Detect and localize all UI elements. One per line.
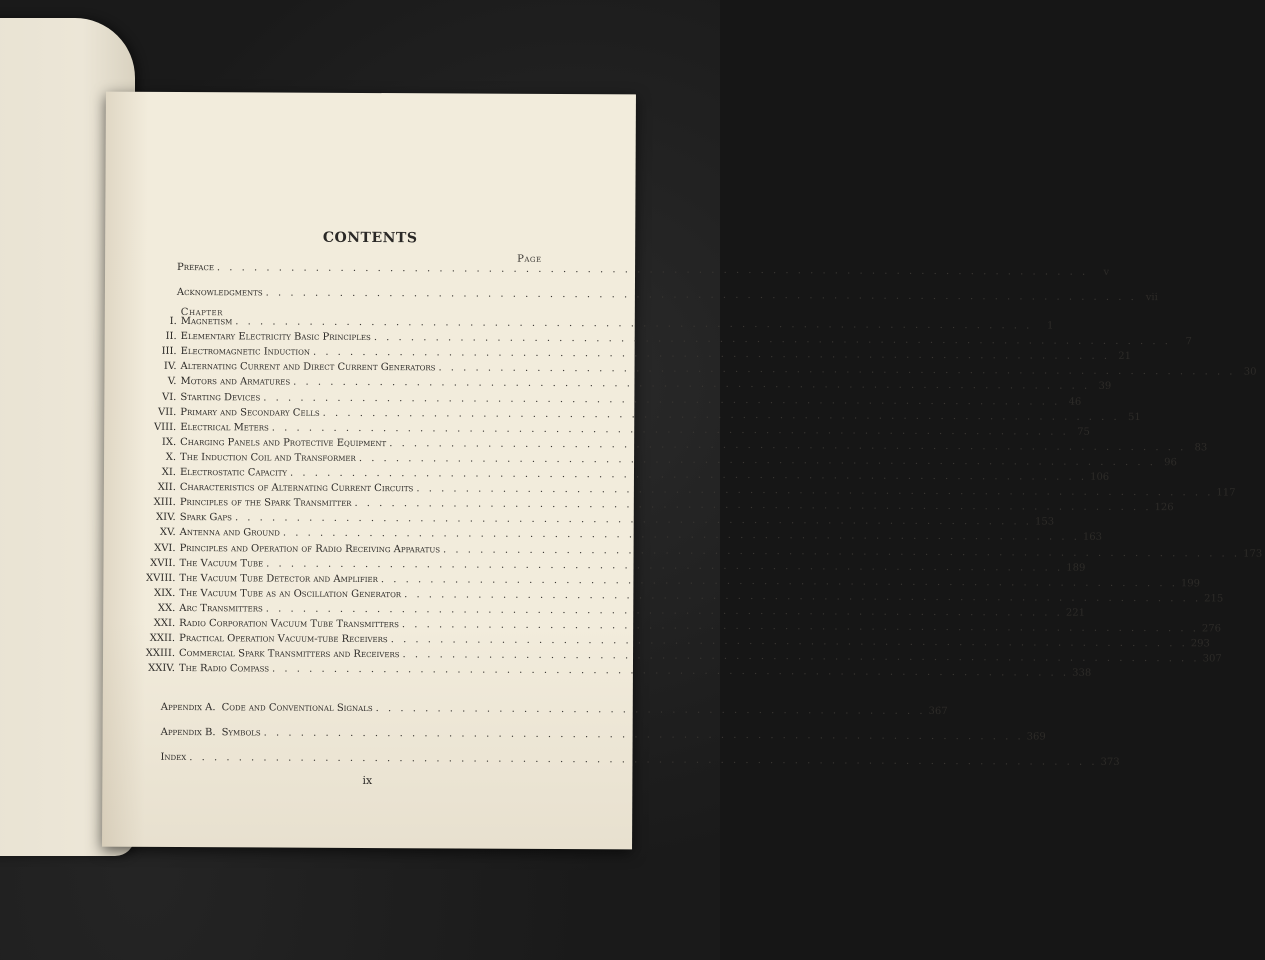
chapter-title: The Vacuum Tube as an Oscillation Generator <box>179 587 402 600</box>
chapter-page: 338 <box>1072 667 1092 680</box>
chapter-number: XIX. <box>153 587 176 599</box>
leader-dots: . . . . . . . . . . . . . . . . . . . . . . . . . . . . . . . . . . . . . . . . . . . . . . . . . . . . . . . . . . . . . . . . . <box>354 498 1152 514</box>
chapter-page: 126 <box>1154 502 1174 514</box>
page-folio: ix <box>362 773 373 788</box>
chapter-title: Characteristics of Alternating Current Circuits <box>179 482 414 495</box>
chapter-title: Principles of the Spark Transmitter <box>179 497 352 510</box>
chapter-title: Electrical Meters <box>180 421 269 434</box>
chapter-number: XXI. <box>153 617 176 629</box>
toc-row-chapter <box>103 648 1222 665</box>
leader-dots: . . . . . . . . . . . . . . . . . . . . . . . . . . . . . . . . . . . . . . . . . . . . . . . . . . . . . . . . . . . . . . . . . <box>389 437 1187 454</box>
leader-dots: . . . . . . . . . . . . . . . . . . . . . . . . . . . . . . . . . . . . . . . . . . . . . . . . . . . . . . . . . . . . . . <box>263 727 1024 743</box>
leader-dots: . . . . . . . . . . . . . . . . . . . . . . . . . . . . . . . . . . . . . . . . . . . . . . . . . . . . . . . . . . . . . . . . . <box>438 362 1236 378</box>
toc-row-chapter <box>103 632 1210 650</box>
chapter-page: 75 <box>1077 426 1090 438</box>
chapter-page: 117 <box>1216 487 1236 499</box>
leader-dots: . . . . . . . . . . . . . . . . . . . . . . . . . . . . . . . . . . . . . . . . . . . . . . . . . . . . . . . . . . . . . . . . . <box>293 376 1091 393</box>
contents-title: CONTENTS <box>322 229 418 247</box>
toc-row-chapter <box>104 391 1082 408</box>
toc-label: Appendix A. <box>160 701 216 714</box>
chapter-title: Charging Panels and Protective Equipment <box>180 436 387 449</box>
leader-dots: . . . . . . . . . . . . . . . . . . . . . . . . . . . . . . . . . . . . . . . . . . . . . . . . . . . . . . . . . . . . . . . . . <box>234 512 1033 528</box>
chapter-number: IX. <box>161 436 177 448</box>
leader-dots: . . . . . . . . . . . . . . . . . . . . . . . . . . . . . . . . . . . . . . . . . . . . . . . . . . . . . . . . . . . . . . . . . <box>266 558 1064 574</box>
leader-dots: . . . . . . . . . . . . . . . . . . . . . . . . . . . . . . . . . . . . . . . . . . . . . <box>375 703 926 717</box>
toc-row-acknowledgments <box>105 286 1158 304</box>
chapter-title: Magnetism <box>180 316 233 328</box>
chapter-title: Alternating Current and Direct Current Generators <box>180 361 436 374</box>
chapter-page: 106 <box>1090 471 1110 483</box>
toc-row-chapter <box>103 617 1222 635</box>
chapter-number: XV. <box>159 527 176 539</box>
chapter-title: Electrostatic Capacity <box>179 467 288 479</box>
chapter-title: Principles and Operation of Radio Receiving Apparatus <box>179 542 441 555</box>
chapter-number: XVI. <box>154 542 176 554</box>
toc-label: Acknowledgments <box>176 286 263 299</box>
chapter-number: VIII. <box>153 421 177 433</box>
chapter-page: 96 <box>1164 457 1177 469</box>
chapter-title: Primary and Secondary Cells <box>180 406 320 419</box>
chapter-title: The Radio Compass <box>178 663 270 675</box>
chapter-page: 46 <box>1068 396 1082 408</box>
toc-row-chapter <box>104 542 1263 560</box>
toc-row-chapter <box>105 315 1054 332</box>
chapter-title: Motors and Armatures <box>180 376 291 388</box>
chapter-title: Antenna and Ground <box>179 527 280 539</box>
chapter-title: The Vacuum Tube Detector and Amplifier <box>179 572 378 585</box>
toc-page: 373 <box>1100 756 1120 768</box>
toc-row-chapter <box>104 436 1208 454</box>
toc-label: Index <box>160 751 187 764</box>
chapter-page: 276 <box>1201 623 1222 635</box>
leader-dots: . . . . . . . . . . . . . . . . . . . . . . . . . . . . . . . . . . . . . . . . . . . . . . . . . . . . . . . . . . . . . . . . . <box>373 332 1171 348</box>
toc-row-chapter <box>105 346 1132 363</box>
chapter-page: 7 <box>1185 336 1192 348</box>
toc-row-chapter <box>103 587 1224 605</box>
leader-dots: . . . . . . . . . . . . . . . . . . . . . . . . . . . . . . . . . . . . . . . . . . . . . . . . . . . . . . . . . . . . . . . . . <box>380 573 1178 589</box>
page-column-header: Page <box>517 253 542 265</box>
toc-row-chapter <box>104 376 1112 393</box>
leader-dots: . . . . . . . . . . . . . . . . . . . . . . . . . . . . . . . . . . . . . . . . . . . . . . . . . . . . . . . . . . . . . . . . . <box>235 316 1033 332</box>
chapter-page: 39 <box>1098 381 1112 393</box>
chapter-number: VII. <box>157 406 177 418</box>
toc-row-appendix-a <box>103 701 948 718</box>
leader-dots: . . . . . . . . . . . . . . . . . . . . . . . . . . . . . . . . . . . . . . . . . . . . . . . . . . . . . . . . . . . . . . . . . . . . . . . <box>265 287 1137 304</box>
chapter-number: XXIV. <box>148 663 175 675</box>
toc-page: vii <box>1145 292 1158 304</box>
chapter-number: XVII. <box>150 557 176 569</box>
leader-dots: . . . . . . . . . . . . . . . . . . . . . . . . . . . . . . . . . . . . . . . . . . . . . . . . . . . . . . . . . . . . . . . . . <box>271 422 1069 438</box>
toc-row-chapter <box>104 466 1110 483</box>
toc-row-chapter <box>104 421 1090 438</box>
chapter-number: XII. <box>157 481 176 494</box>
toc-label: Preface <box>177 261 214 274</box>
chapter-title: Electromagnetic Induction <box>180 346 311 358</box>
toc-row-appendix-b <box>103 726 1046 743</box>
toc-row-chapter <box>105 331 1192 348</box>
toc-row-chapter <box>104 527 1103 544</box>
chapter-title: Arc Transmitters <box>179 602 263 615</box>
toc-title: Code and Conventional Signals <box>221 702 373 715</box>
chapter-title: Elementary Electricity Basic Principles <box>180 331 371 344</box>
chapter-page: 173 <box>1243 548 1263 560</box>
toc-label: Appendix B. <box>160 726 216 739</box>
leader-dots: . . . . . . . . . . . . . . . . . . . . . . . . . . . . . . . . . . . . . . . . . . . . . . . . . . . . . . . . . . . . . . . . . <box>401 619 1199 635</box>
toc-row-chapter <box>103 602 1085 619</box>
chapter-page: 163 <box>1082 532 1103 544</box>
chapter-page: 1 <box>1046 320 1054 332</box>
chapter-number: VI. <box>161 391 177 403</box>
chapter-title: Practical Operation Vacuum-tube Receivers <box>179 633 388 646</box>
leader-dots: . . . . . . . . . . . . . . . . . . . . . . . . . . . . . . . . . . . . . . . . . . . . . . . . . . . . . . . . . . . . . . . . . <box>416 483 1214 499</box>
leader-dots: . . . . . . . . . . . . . . . . . . . . . . . . . . . . . . . . . . . . . . . . . . . . . . . . . . . . . . . . . . . . . . . . . <box>290 467 1088 483</box>
leader-dots: . . . . . . . . . . . . . . . . . . . . . . . . . . . . . . . . . . . . . . . . . . . . . . . . . . . . . . . . . . . . . . . . . <box>263 391 1061 408</box>
leader-dots: . . . . . . . . . . . . . . . . . . . . . . . . . . . . . . . . . . . . . . . . . . . . . . . . . . . . . . . . . . . . . . . . . <box>265 603 1063 619</box>
chapter-number: IV. <box>163 361 177 373</box>
toc-page: 367 <box>928 705 948 718</box>
chapter-title: Radio Corporation Vacuum Tube Transmitters <box>179 618 399 631</box>
leader-dots: . . . . . . . . . . . . . . . . . . . . . . . . . . . . . . . . . . . . . . . . . . . . . . . . . . . . . . . . . . . . . . . . . <box>358 452 1156 469</box>
leader-dots: . . . . . . . . . . . . . . . . . . . . . . . . . . . . . . . . . . . . . . . . . . . . . . . . . . . . . . . . . . . . . . . . . <box>443 543 1241 560</box>
chapter-number: XVIII. <box>146 572 176 584</box>
toc-row-chapter <box>104 481 1236 499</box>
chapter-title: The Induction Coil and Transformer <box>180 451 356 464</box>
chapter-page: 51 <box>1127 411 1141 423</box>
chapter-page: 215 <box>1204 593 1224 605</box>
chapter-page: 199 <box>1180 577 1201 590</box>
chapter-page: 307 <box>1202 653 1222 665</box>
toc-row-chapter <box>103 557 1086 574</box>
toc-row-chapter <box>103 663 1092 680</box>
chapter-number: V. <box>167 376 177 388</box>
leader-dots: . . . . . . . . . . . . . . . . . . . . . . . . . . . . . . . . . . . . . . . . . . . . . . . . . . . . . . . . . . . . . . . . . <box>282 527 1080 544</box>
chapter-number: X. <box>165 451 177 463</box>
chapter-page: 189 <box>1066 562 1086 574</box>
leader-dots: . . . . . . . . . . . . . . . . . . . . . . . . . . . . . . . . . . . . . . . . . . . . . . . . . . . . . . . . . . . . . . . . . . . . . . . <box>216 262 1089 278</box>
contents-page <box>102 92 1263 850</box>
toc-row-chapter <box>104 497 1174 514</box>
chapter-page: 293 <box>1190 638 1210 650</box>
toc-page: 369 <box>1026 731 1046 743</box>
chapter-column-header: Chapter <box>180 307 223 319</box>
toc-title: Symbols <box>221 727 261 739</box>
chapter-number: II. <box>165 331 177 343</box>
leader-dots: . . . . . . . . . . . . . . . . . . . . . . . . . . . . . . . . . . . . . . . . . . . . . . . . . . . . . . . . . . . . . . . . . <box>322 407 1120 423</box>
toc-row-chapter <box>104 451 1177 469</box>
toc-row-chapter <box>104 406 1141 423</box>
leader-dots: . . . . . . . . . . . . . . . . . . . . . . . . . . . . . . . . . . . . . . . . . . . . . . . . . . . . . . . . . . . . . . . . . <box>402 649 1200 665</box>
chapter-page: 153 <box>1034 516 1055 528</box>
chapter-title: Spark Gaps <box>179 512 232 524</box>
chapter-number: III. <box>161 346 177 358</box>
chapter-page: 21 <box>1118 351 1132 363</box>
chapter-number: XXII. <box>149 632 176 645</box>
leader-dots: . . . . . . . . . . . . . . . . . . . . . . . . . . . . . . . . . . . . . . . . . . . . . . . . . . . . . . . . . . . . . . . . . . . . . . . . . . <box>189 752 1098 768</box>
leader-dots: . . . . . . . . . . . . . . . . . . . . . . . . . . . . . . . . . . . . . . . . . . . . . . . . . . . . . . . . . . . . . . . . . <box>272 663 1070 679</box>
chapter-number: XIV. <box>155 512 176 524</box>
chapter-page: 83 <box>1194 442 1208 454</box>
chapter-number: I. <box>169 315 177 327</box>
toc-page: v <box>1103 266 1110 278</box>
chapter-title: Starting Devices <box>180 391 261 403</box>
chapter-number: XI. <box>161 466 177 478</box>
leader-dots: . . . . . . . . . . . . . . . . . . . . . . . . . . . . . . . . . . . . . . . . . . . . . . . . . . . . . . . . . . . . . . . . . <box>390 634 1188 650</box>
chapter-title: Commercial Spark Transmitters and Receivers <box>179 648 400 661</box>
chapter-number: XIII. <box>153 497 176 509</box>
toc-row-chapter <box>105 361 1257 378</box>
chapter-title: The Vacuum Tube <box>179 557 264 570</box>
toc-row-preface <box>105 261 1110 278</box>
chapter-page: 30 <box>1243 366 1257 378</box>
leader-dots: . . . . . . . . . . . . . . . . . . . . . . . . . . . . . . . . . . . . . . . . . . . . . . . . . . . . . . . . . . . . . . . . . <box>404 588 1202 605</box>
chapter-number: XXIII. <box>145 648 176 660</box>
toc-row-chapter <box>104 512 1055 528</box>
toc-row-chapter <box>103 572 1201 590</box>
chapter-number: XX. <box>157 602 176 614</box>
leader-dots: . . . . . . . . . . . . . . . . . . . . . . . . . . . . . . . . . . . . . . . . . . . . . . . . . . . . . . . . . . . . . . . . . <box>312 346 1111 363</box>
toc-row-index <box>102 751 1120 768</box>
chapter-page: 221 <box>1065 607 1085 619</box>
